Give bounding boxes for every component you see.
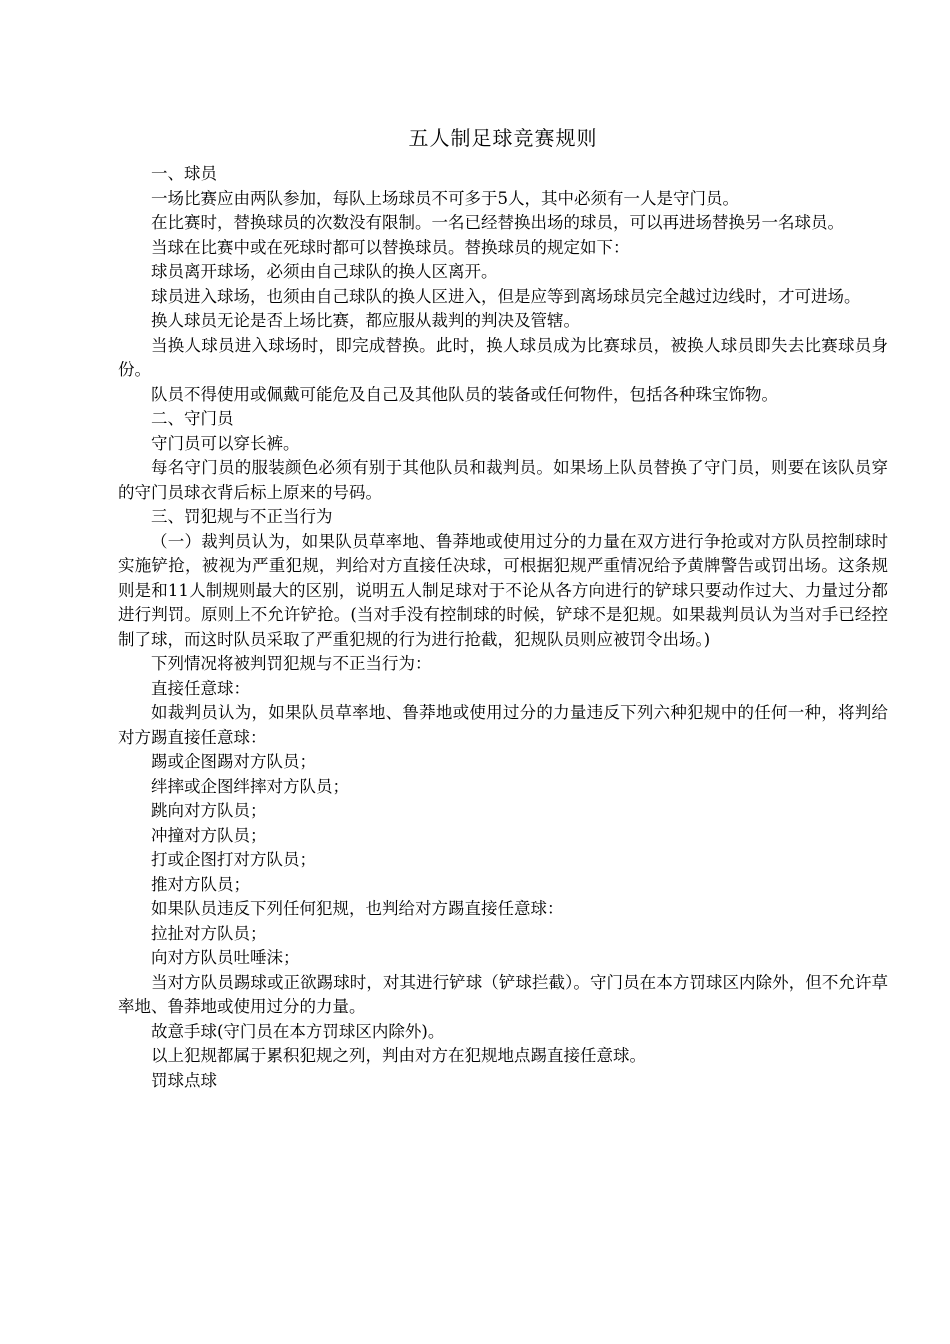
list-item: 向对方队员吐唾沫； (151, 948, 300, 967)
paragraph: （一）裁判员认为，如果队员草率地、鲁莽地或使用过分的力量在双方进行争抢或对方队员控制球时实施铲抢，被视为严重犯规，判给对方直接任决球，可根据犯规严重情况给予黄牌警告或罚出场。这条规则是和11人制规则最大的区别，说明五人制足球对于不论从各方向进行的铲球只要动作过大、力量过分都进行判罚。原则上不允许铲抢。(当对手没有控制球的时候，铲球不是犯规。如果裁判员认为当对手已经控制了球，而这时队员采取了严重犯规的行为进行抢截，犯规队员则应被罚令出场。) (118, 531, 888, 649)
paragraph: 当对方队员踢球或正欲踢球时，对其进行铲球（铲球拦截）。守门员在本方罚球区内除外，但不允许草率地、鲁莽地或使用过分的力量。 (118, 972, 888, 1016)
paragraph: 一场比赛应由两队参加，每队上场球员不可多于5人，其中必须有一人是守门员。 (151, 188, 739, 208)
list-item: 推对方队员； (151, 874, 250, 894)
paragraph: 在比赛时，替换球员的次数没有限制。一名已经替换出场的球员，可以再进场替换另一名球员。 (151, 213, 844, 232)
list-item: 绊摔或企图绊摔对方队员； (151, 776, 349, 796)
paragraph: 下列情况将被判罚犯规与不正当行为： (151, 654, 432, 673)
paragraph: 当球在比赛中或在死球时都可以替换球员。替换球员的规定如下： (151, 237, 630, 257)
list-item: 跳向对方队员； (151, 801, 267, 820)
paragraph: 以上犯规都属于累积犯规之列，判由对方在犯规地点踢直接任意球。 (151, 1046, 646, 1065)
section-heading-goalkeeper: 二、守门员 (151, 409, 234, 428)
section-heading-players: 一、球员 (151, 164, 217, 183)
document-page (118, 124, 888, 1093)
paragraph: 故意手球(守门员在本方罚球区内除外)。 (151, 1021, 445, 1041)
section-heading-fouls: 三、罚犯规与不正当行为 (151, 507, 333, 526)
list-item: 踢或企图踢对方队员； (151, 752, 316, 771)
paragraph: 换人球员无论是否上场比赛，都应服从裁判的判决及管辖。 (151, 311, 580, 330)
document-body (118, 162, 888, 1093)
paragraph: 如果队员违反下列任何犯规，也判给对方踢直接任意球： (151, 899, 564, 918)
list-item: 打或企图打对方队员； (151, 850, 316, 869)
paragraph: 如裁判员认为，如果队员草率地、鲁莽地或使用过分的力量违反下列六种犯规中的任何一种，将判给对方踢直接任意球： (118, 703, 888, 747)
paragraph: 直接任意球： (151, 678, 250, 698)
document-title: 五人制足球竞赛规则 (408, 126, 598, 150)
paragraph: 球员离开球场，必须由自己球队的换人区离开。 (151, 262, 498, 281)
list-item: 冲撞对方队员； (151, 825, 267, 845)
paragraph: 球员进入球场，也须由自己球队的换人区进入，但是应等到离场球员完全越过边线时，才可进场。 (151, 286, 861, 306)
paragraph: 当换人球员进入球场时，即完成替换。此时，换人球员成为比赛球员，被换人球员即失去比赛球员身份。 (118, 335, 888, 379)
paragraph: 守门员可以穿长裤。 (151, 433, 300, 453)
subsection-heading-penalty-kick: 罚球点球 (151, 1070, 217, 1090)
paragraph: 队员不得使用或佩戴可能危及自己及其他队员的装备或任何物件，包括各种珠宝饰物。 (151, 384, 778, 404)
list-item: 拉扯对方队员； (151, 923, 267, 943)
paragraph: 每名守门员的服装颜色必须有别于其他队员和裁判员。如果场上队员替换了守门员，则要在该队员穿的守门员球衣背后标上原来的号码。 (118, 458, 888, 502)
